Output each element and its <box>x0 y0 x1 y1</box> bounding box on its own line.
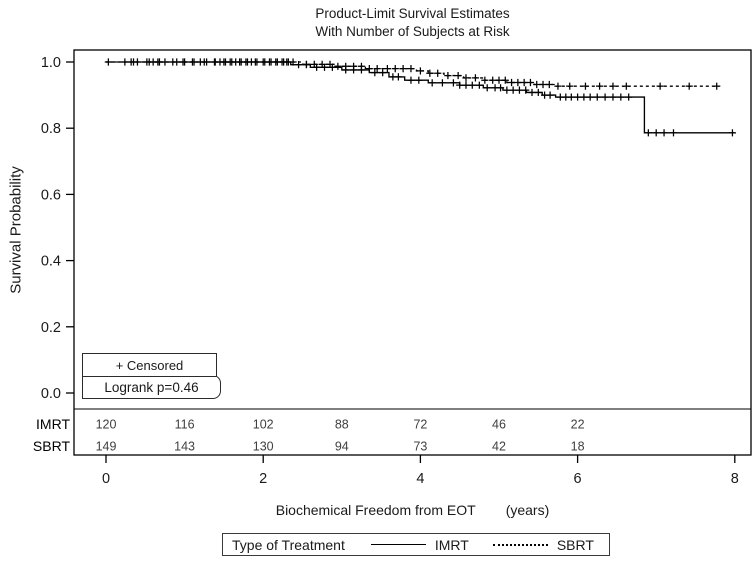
censor-mark-sbrt <box>533 81 540 88</box>
censor-mark-imrt <box>476 82 483 89</box>
censor-mark-sbrt <box>334 63 341 70</box>
x-tick-label: 4 <box>416 471 425 487</box>
censor-mark-imrt <box>462 82 469 89</box>
censor-mark-sbrt <box>623 83 630 90</box>
y-tick-label: 1.0 <box>40 55 61 71</box>
censor-mark-sbrt <box>514 79 521 86</box>
censor-mark-imrt <box>407 77 414 84</box>
censor-mark-sbrt <box>472 74 479 81</box>
censor-mark-sbrt <box>546 81 553 88</box>
censor-mark-sbrt <box>554 83 561 90</box>
censor-mark-imrt <box>645 129 652 136</box>
censor-mark-imrt <box>516 87 523 94</box>
censor-mark-imrt <box>729 129 736 136</box>
censor-mark-imrt <box>469 82 476 89</box>
censor-mark-imrt <box>535 89 542 96</box>
censor-mark-sbrt <box>350 63 357 70</box>
legend-entry-imrt <box>371 537 469 553</box>
x-tick-label: 2 <box>259 471 268 487</box>
at-risk-count: 149 <box>95 439 117 454</box>
censor-mark-sbrt <box>527 79 534 86</box>
censor-mark-imrt <box>625 93 632 100</box>
censor-mark-sbrt <box>462 74 469 81</box>
at-risk-count: 18 <box>570 439 585 454</box>
at-risk-count: 22 <box>570 417 585 432</box>
censor-mark-imrt <box>594 93 601 100</box>
censor-mark-imrt <box>574 93 581 100</box>
y-tick-label: 0.4 <box>40 253 61 270</box>
censor-mark-sbrt <box>260 58 267 65</box>
censor-mark-imrt <box>580 93 587 100</box>
at-risk-count: 72 <box>413 417 428 432</box>
y-axis-title: Survival Probability <box>7 166 25 294</box>
at-risk-row-label: SBRT <box>32 438 70 454</box>
censor-mark-sbrt <box>228 58 235 65</box>
censor-mark-sbrt <box>444 72 451 79</box>
censor-mark-imrt <box>503 87 510 94</box>
censor-mark-sbrt <box>434 70 441 77</box>
at-risk-count: 102 <box>252 417 274 432</box>
at-risk-count: 143 <box>174 439 196 454</box>
censor-mark-sbrt <box>609 83 616 90</box>
censor-mark-sbrt <box>407 65 414 72</box>
censor-mark-sbrt <box>489 77 496 84</box>
censor-mark-sbrt <box>521 79 528 86</box>
censor-mark-sbrt <box>236 58 243 65</box>
solid-line-icon <box>371 544 426 545</box>
censor-mark-imrt <box>670 129 677 136</box>
censor-mark-imrt <box>617 93 624 100</box>
y-tick-label: 0.2 <box>40 319 61 336</box>
y-tick-label: 0.6 <box>40 187 61 204</box>
censor-mark-sbrt <box>384 65 391 72</box>
logrank-inset-box <box>82 375 221 399</box>
censor-mark-imrt <box>568 93 575 100</box>
censor-mark-sbrt <box>366 65 373 72</box>
y-tick-label: 0.8 <box>40 121 61 138</box>
censor-mark-sbrt <box>596 83 603 90</box>
censored-inset-box <box>82 353 217 377</box>
censor-mark-sbrt <box>272 58 279 65</box>
censor-mark-sbrt <box>566 83 573 90</box>
legend-title: Type of Treatment <box>232 536 345 553</box>
censor-mark-imrt <box>450 79 457 86</box>
at-risk-count: 73 <box>413 439 428 454</box>
censor-mark-imrt <box>587 93 594 100</box>
at-risk-count: 94 <box>334 439 349 454</box>
at-risk-count: 116 <box>174 417 195 432</box>
censor-mark-imrt <box>439 79 446 86</box>
censor-mark-sbrt <box>252 58 259 65</box>
censor-mark-sbrt <box>179 58 186 65</box>
censor-mark-imrt <box>395 73 402 80</box>
censor-mark-sbrt <box>266 58 273 65</box>
legend-entry-sbrt-label: SBRT <box>556 536 594 553</box>
censor-mark-sbrt <box>400 65 407 72</box>
censor-mark-sbrt <box>190 58 197 65</box>
x-axis-label: Biochemical Freedom from EOT <box>275 502 476 518</box>
chart-title: Product-Limit Survival Estimates <box>315 6 510 21</box>
at-risk-count: 88 <box>334 417 349 432</box>
legend-entry-imrt-label: IMRT <box>434 536 469 553</box>
x-tick-label: 8 <box>730 471 739 487</box>
censor-mark-sbrt <box>220 58 227 65</box>
censor-mark-sbrt <box>358 63 365 70</box>
treatment-legend <box>222 533 610 556</box>
censor-mark-sbrt <box>713 83 720 90</box>
censor-mark-sbrt <box>244 58 251 65</box>
censor-mark-imrt <box>510 87 517 94</box>
censored-label: + Censored <box>115 357 184 373</box>
chart-subtitle: With Number of Subjects at Risk <box>315 24 510 39</box>
censor-mark-imrt <box>429 79 436 86</box>
x-axis-units: (years) <box>505 502 550 518</box>
censor-mark-sbrt <box>495 77 502 84</box>
legend-entry-sbrt <box>493 537 594 553</box>
x-axis-title <box>74 502 751 518</box>
censor-mark-sbrt <box>169 58 176 65</box>
censor-mark-imrt <box>546 92 553 99</box>
censor-mark-imrt <box>484 84 491 91</box>
y-tick-label: 0.0 <box>40 386 61 402</box>
censor-mark-imrt <box>609 93 616 100</box>
censor-mark-imrt <box>602 93 609 100</box>
logrank-label: Logrank p=0.46 <box>104 379 199 395</box>
censor-mark-sbrt <box>417 67 424 74</box>
censor-mark-sbrt <box>392 65 399 72</box>
censor-mark-sbrt <box>342 63 349 70</box>
censor-mark-imrt <box>653 129 660 136</box>
survival-curve-sbrt <box>106 62 719 86</box>
censor-mark-imrt <box>660 129 667 136</box>
at-risk-row-label: IMRT <box>36 416 70 432</box>
dotted-line-icon <box>493 544 548 546</box>
censor-mark-sbrt <box>539 81 546 88</box>
censor-mark-sbrt <box>303 61 310 68</box>
at-risk-count: 130 <box>252 439 274 454</box>
censor-mark-sbrt <box>582 83 589 90</box>
censor-mark-sbrt <box>657 83 664 90</box>
censor-mark-imrt <box>528 89 535 96</box>
at-risk-count: 120 <box>95 417 117 432</box>
censor-mark-sbrt <box>508 79 515 86</box>
censor-mark-sbrt <box>455 72 462 79</box>
x-tick-label: 0 <box>101 471 111 487</box>
censor-mark-imrt <box>379 69 386 76</box>
at-risk-count: 42 <box>492 439 506 454</box>
censor-mark-sbrt <box>686 83 693 90</box>
censor-mark-sbrt <box>211 58 218 65</box>
at-risk-count: 46 <box>492 417 506 432</box>
censor-mark-sbrt <box>156 58 163 65</box>
x-tick-label: 6 <box>573 471 582 487</box>
censor-mark-imrt <box>415 77 422 84</box>
